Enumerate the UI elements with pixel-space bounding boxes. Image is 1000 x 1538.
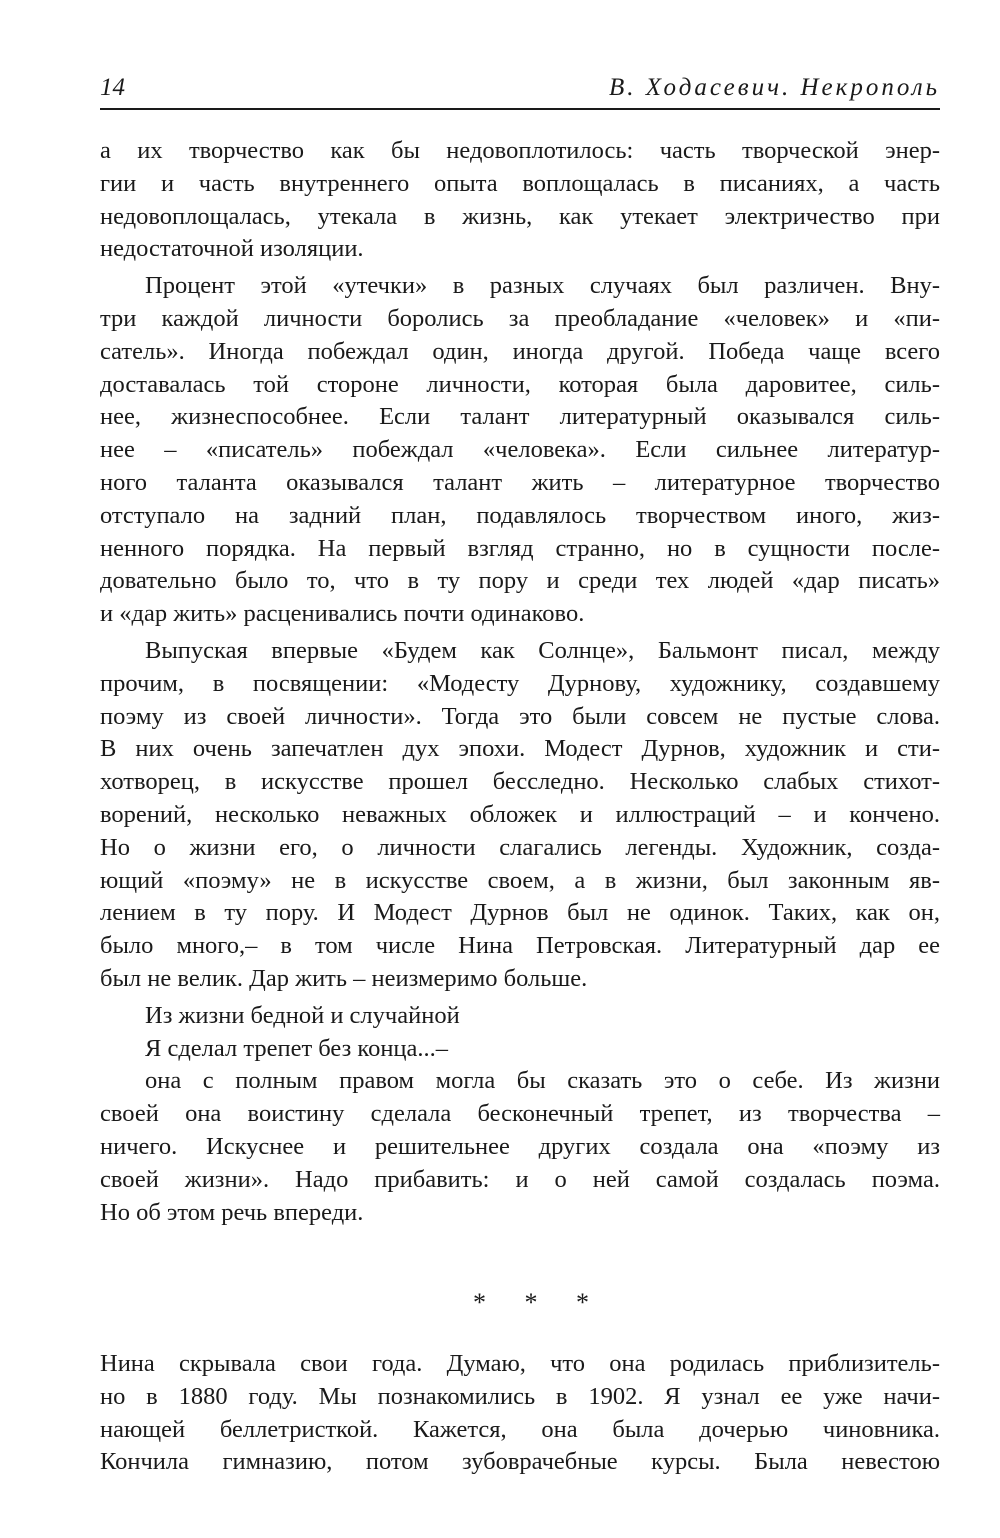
page-body [100,135,940,1479]
text-line: недовоплощалась, утекала в жизнь, как утекает электричество при [100,202,940,230]
text-line: Нина скрывала свои года. Думаю, что она родилась приблизитель- [100,1350,940,1378]
text-line: а их творчество как бы недовоплотилось: часть творческой энер- [100,137,940,164]
text-line: ничего. Искуснее и решительнее других создала она «поэму из [100,1132,940,1160]
text-line: ного таланта оказывался талант жить – литературное творчество [100,468,940,496]
text-line: В них очень запечатлен дух эпохи. Модест Дурнов, художник и сти- [100,735,940,763]
paragraph-final [100,1348,940,1479]
text-line: Процент этой «утечки» в разных случаях был различен. Вну- [145,272,940,300]
running-title: В. Ходасевич. Некрополь [609,74,940,101]
page-header [100,70,940,108]
text-line: она с полным правом могла бы сказать это о себе. Из жизни [145,1067,940,1095]
paragraph-continuation [100,1065,940,1229]
section-separator: * * * [473,1288,605,1318]
text-line: недостаточной изоляции. [100,235,364,263]
book-page [100,70,940,1483]
paragraph-3 [100,635,940,996]
text-line: Кончила гимназию, потом зубоврачебные курсы. Была невестою [100,1448,940,1476]
text-line: прочим, в посвящении: «Модесту Дурнову, художнику, создавшему [100,669,940,697]
text-line: довательно было то, что в ту пору и среди тех людей «дар писать» [100,567,940,595]
text-line: поэму из своей личности». Тогда это были совсем не пустые слова. [100,702,940,730]
text-line: доставалась той стороне личности, которая была даровитее, силь- [100,370,940,398]
text-line: своей она воистину сделала бесконечный трепет, из творчества – [100,1100,940,1128]
text-line: лением в ту пору. И Модест Дурнов был не одинок. Таких, как он, [100,899,940,927]
text-line: ющий «поэму» не в искусстве своем, а в жизни, был законным яв- [100,866,940,894]
text-line: было много,– в том числе Нина Петровская. Литературный дар ее [100,932,940,960]
text-line: своей жизни». Надо прибавить: и о ней самой создалась поэма. [100,1165,940,1193]
text-line: ненного порядка. На первый взгляд странно, но в сущности после- [100,534,940,562]
verse-quote [100,1000,940,1066]
text-line: Но о жизни его, о личности слагались легенды. Художник, созда- [100,833,940,861]
verse-line: Я сделал трепет без конца...– [145,1034,449,1062]
text-line: сатель». Иногда побеждал один, иногда другой. Победа чаще всего [100,337,940,365]
text-line: гии и часть внутреннего опыта воплощалась в писаниях, а часть [100,169,940,197]
text-line: нающей беллетристкой. Кажется, она была дочерью чиновника. [100,1415,940,1443]
paragraph-1 [100,135,940,266]
text-line: но в 1880 году. Мы познакомились в 1902. Я узнал ее уже начи- [100,1382,940,1410]
verse-line: Из жизни бедной и случайной [145,1001,460,1029]
text-line: Но об этом речь впереди. [100,1198,364,1226]
text-line: и «дар жить» расценивались почти одинаково. [100,600,585,628]
text-line: нее, жизнеспособнее. Если талант литературный оказывался силь- [100,403,940,431]
text-line: нее – «писатель» побеждал «человека». Если сильнее литератур- [100,436,940,464]
text-line: Выпуская впервые «Будем как Солнце», Бальмонт писал, между [145,636,940,664]
text-line: был не велик. Дар жить – неизмеримо больше. [100,964,588,992]
header-rule [100,108,940,110]
text-line: три каждой личности боролись за преобладание «человек» и «пи- [100,304,940,332]
page-number: 14 [100,74,125,101]
paragraph-2 [100,270,940,631]
text-line: хотворец, в искусстве прошел бесследно. Несколько слабых стихот- [100,768,940,796]
text-line: отступало на задний план, подавлялось творчеством иного, жиз- [100,501,940,529]
text-line: ворений, несколько неважных обложек и иллюстраций – и кончено. [100,800,940,828]
